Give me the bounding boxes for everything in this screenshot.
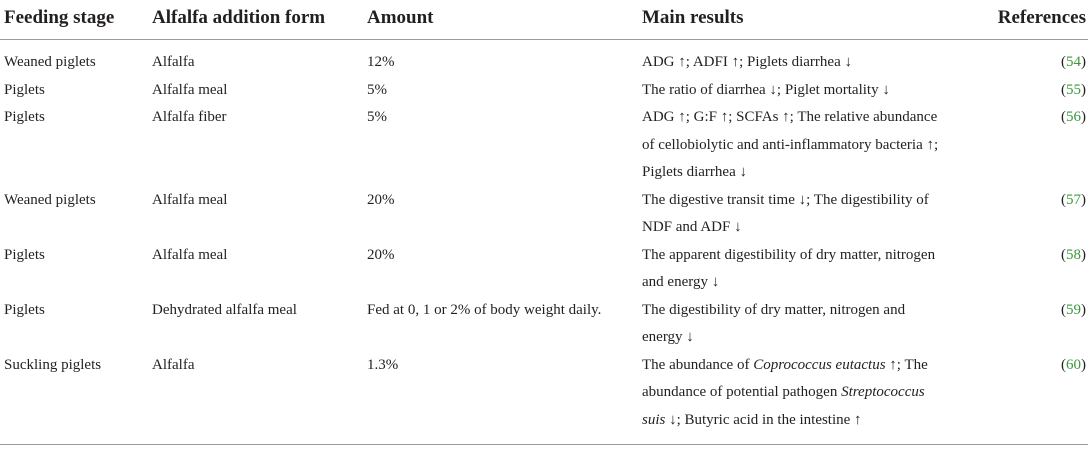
cell-feeding-stage: Weaned piglets bbox=[4, 54, 96, 70]
reference-link[interactable]: 55 bbox=[1066, 81, 1081, 98]
table-row bbox=[0, 40, 1088, 77]
header-feeding-stage: Feeding stage bbox=[0, 0, 152, 40]
species-name: suis bbox=[642, 411, 666, 428]
cell-feeding-stage: Piglets bbox=[4, 109, 45, 125]
cell-amount: 20% bbox=[367, 246, 395, 263]
result-line: energy ↓ bbox=[642, 329, 694, 345]
cell-amount: 5% bbox=[367, 109, 387, 125]
reference-link[interactable]: 60 bbox=[1066, 356, 1081, 373]
cell-main-results bbox=[642, 297, 972, 352]
header-main-results: Main results bbox=[642, 0, 972, 40]
cell-amount: 5% bbox=[367, 81, 387, 98]
reference-link[interactable]: 59 bbox=[1066, 301, 1081, 318]
cell-addition-form: Alfalfa meal bbox=[152, 191, 228, 208]
result-line: ADG ↑; G:F ↑; SCFAs ↑; The relative abundance bbox=[642, 109, 938, 125]
cell-main-results bbox=[642, 352, 972, 445]
species-name: Streptococcus bbox=[841, 384, 925, 400]
reference-link[interactable]: 54 bbox=[1066, 54, 1081, 70]
result-line: The digestibility of dry matter, nitrogen and bbox=[642, 301, 906, 318]
cell-reference: (60) bbox=[972, 352, 1088, 445]
cell-addition-form: Alfalfa meal bbox=[152, 246, 228, 263]
table-row bbox=[0, 104, 1088, 187]
cell-feeding-stage: Suckling piglets bbox=[0, 352, 152, 445]
result-line: The digestive transit time ↓; The digestibility of bbox=[642, 191, 929, 208]
cell-amount: 12% bbox=[367, 54, 395, 70]
table-row bbox=[0, 187, 1088, 242]
cell-main-results bbox=[642, 77, 972, 105]
table-row bbox=[0, 297, 1088, 352]
header-addition-form: Alfalfa addition form bbox=[152, 0, 367, 40]
result-line: The apparent digestibility of dry matter, nitrogen bbox=[642, 246, 936, 263]
result-line: ADG ↑; ADFI ↑; Piglets diarrhea ↓ bbox=[642, 54, 852, 70]
species-name: Coprococcus eutactus bbox=[753, 356, 886, 373]
cell-reference: (58) bbox=[1061, 246, 1086, 263]
reference-link[interactable]: 57 bbox=[1066, 191, 1081, 208]
cell-reference: (54) bbox=[1061, 54, 1086, 70]
cell-reference: (55) bbox=[1061, 81, 1086, 98]
header-references: References bbox=[972, 0, 1088, 40]
result-line: The abundance of Coprococcus eutactus ↑; The bbox=[642, 356, 928, 373]
cell-addition-form: Alfalfa meal bbox=[152, 81, 228, 98]
cell-feeding-stage: Weaned piglets bbox=[4, 191, 96, 208]
cell-addition-form: Alfalfa bbox=[152, 352, 367, 445]
cell-feeding-stage: Piglets bbox=[4, 246, 45, 263]
cell-amount: Fed at 0, 1 or 2% of body weight daily. bbox=[367, 301, 602, 318]
cell-reference: (59) bbox=[1061, 301, 1086, 318]
header-amount: Amount bbox=[367, 0, 642, 40]
cell-reference: (57) bbox=[1061, 191, 1086, 208]
cell-main-results bbox=[642, 187, 972, 242]
cell-reference: (56) bbox=[1061, 109, 1086, 125]
cell-feeding-stage: Piglets bbox=[4, 81, 45, 98]
cell-main-results bbox=[642, 104, 972, 187]
cell-amount: 1.3% bbox=[367, 352, 642, 445]
table-row bbox=[0, 77, 1088, 105]
result-line: Piglets diarrhea ↓ bbox=[642, 164, 747, 180]
cell-addition-form: Dehydrated alfalfa meal bbox=[152, 301, 297, 318]
result-line: The ratio of diarrhea ↓; Piglet mortality ↓ bbox=[642, 81, 890, 98]
table-row bbox=[0, 242, 1088, 297]
cell-main-results bbox=[642, 242, 972, 297]
cell-addition-form: Alfalfa bbox=[152, 54, 195, 70]
result-line: of cellobiolytic and anti-inflammatory bacteria ↑; bbox=[642, 136, 939, 153]
cell-main-results bbox=[642, 40, 972, 77]
cell-addition-form: Alfalfa fiber bbox=[152, 109, 227, 125]
result-line: NDF and ADF ↓ bbox=[642, 219, 742, 235]
table-row bbox=[0, 352, 1088, 445]
cell-amount: 20% bbox=[367, 191, 395, 208]
table-header-row bbox=[0, 0, 1088, 40]
reference-link[interactable]: 58 bbox=[1066, 246, 1081, 263]
reference-link[interactable]: 56 bbox=[1066, 109, 1081, 125]
result-line: suis ↓; Butyric acid in the intestine ↑ bbox=[642, 411, 862, 428]
result-line: abundance of potential pathogen Streptococcus bbox=[642, 384, 925, 400]
result-line: and energy ↓ bbox=[642, 274, 720, 290]
cell-feeding-stage: Piglets bbox=[4, 301, 45, 318]
